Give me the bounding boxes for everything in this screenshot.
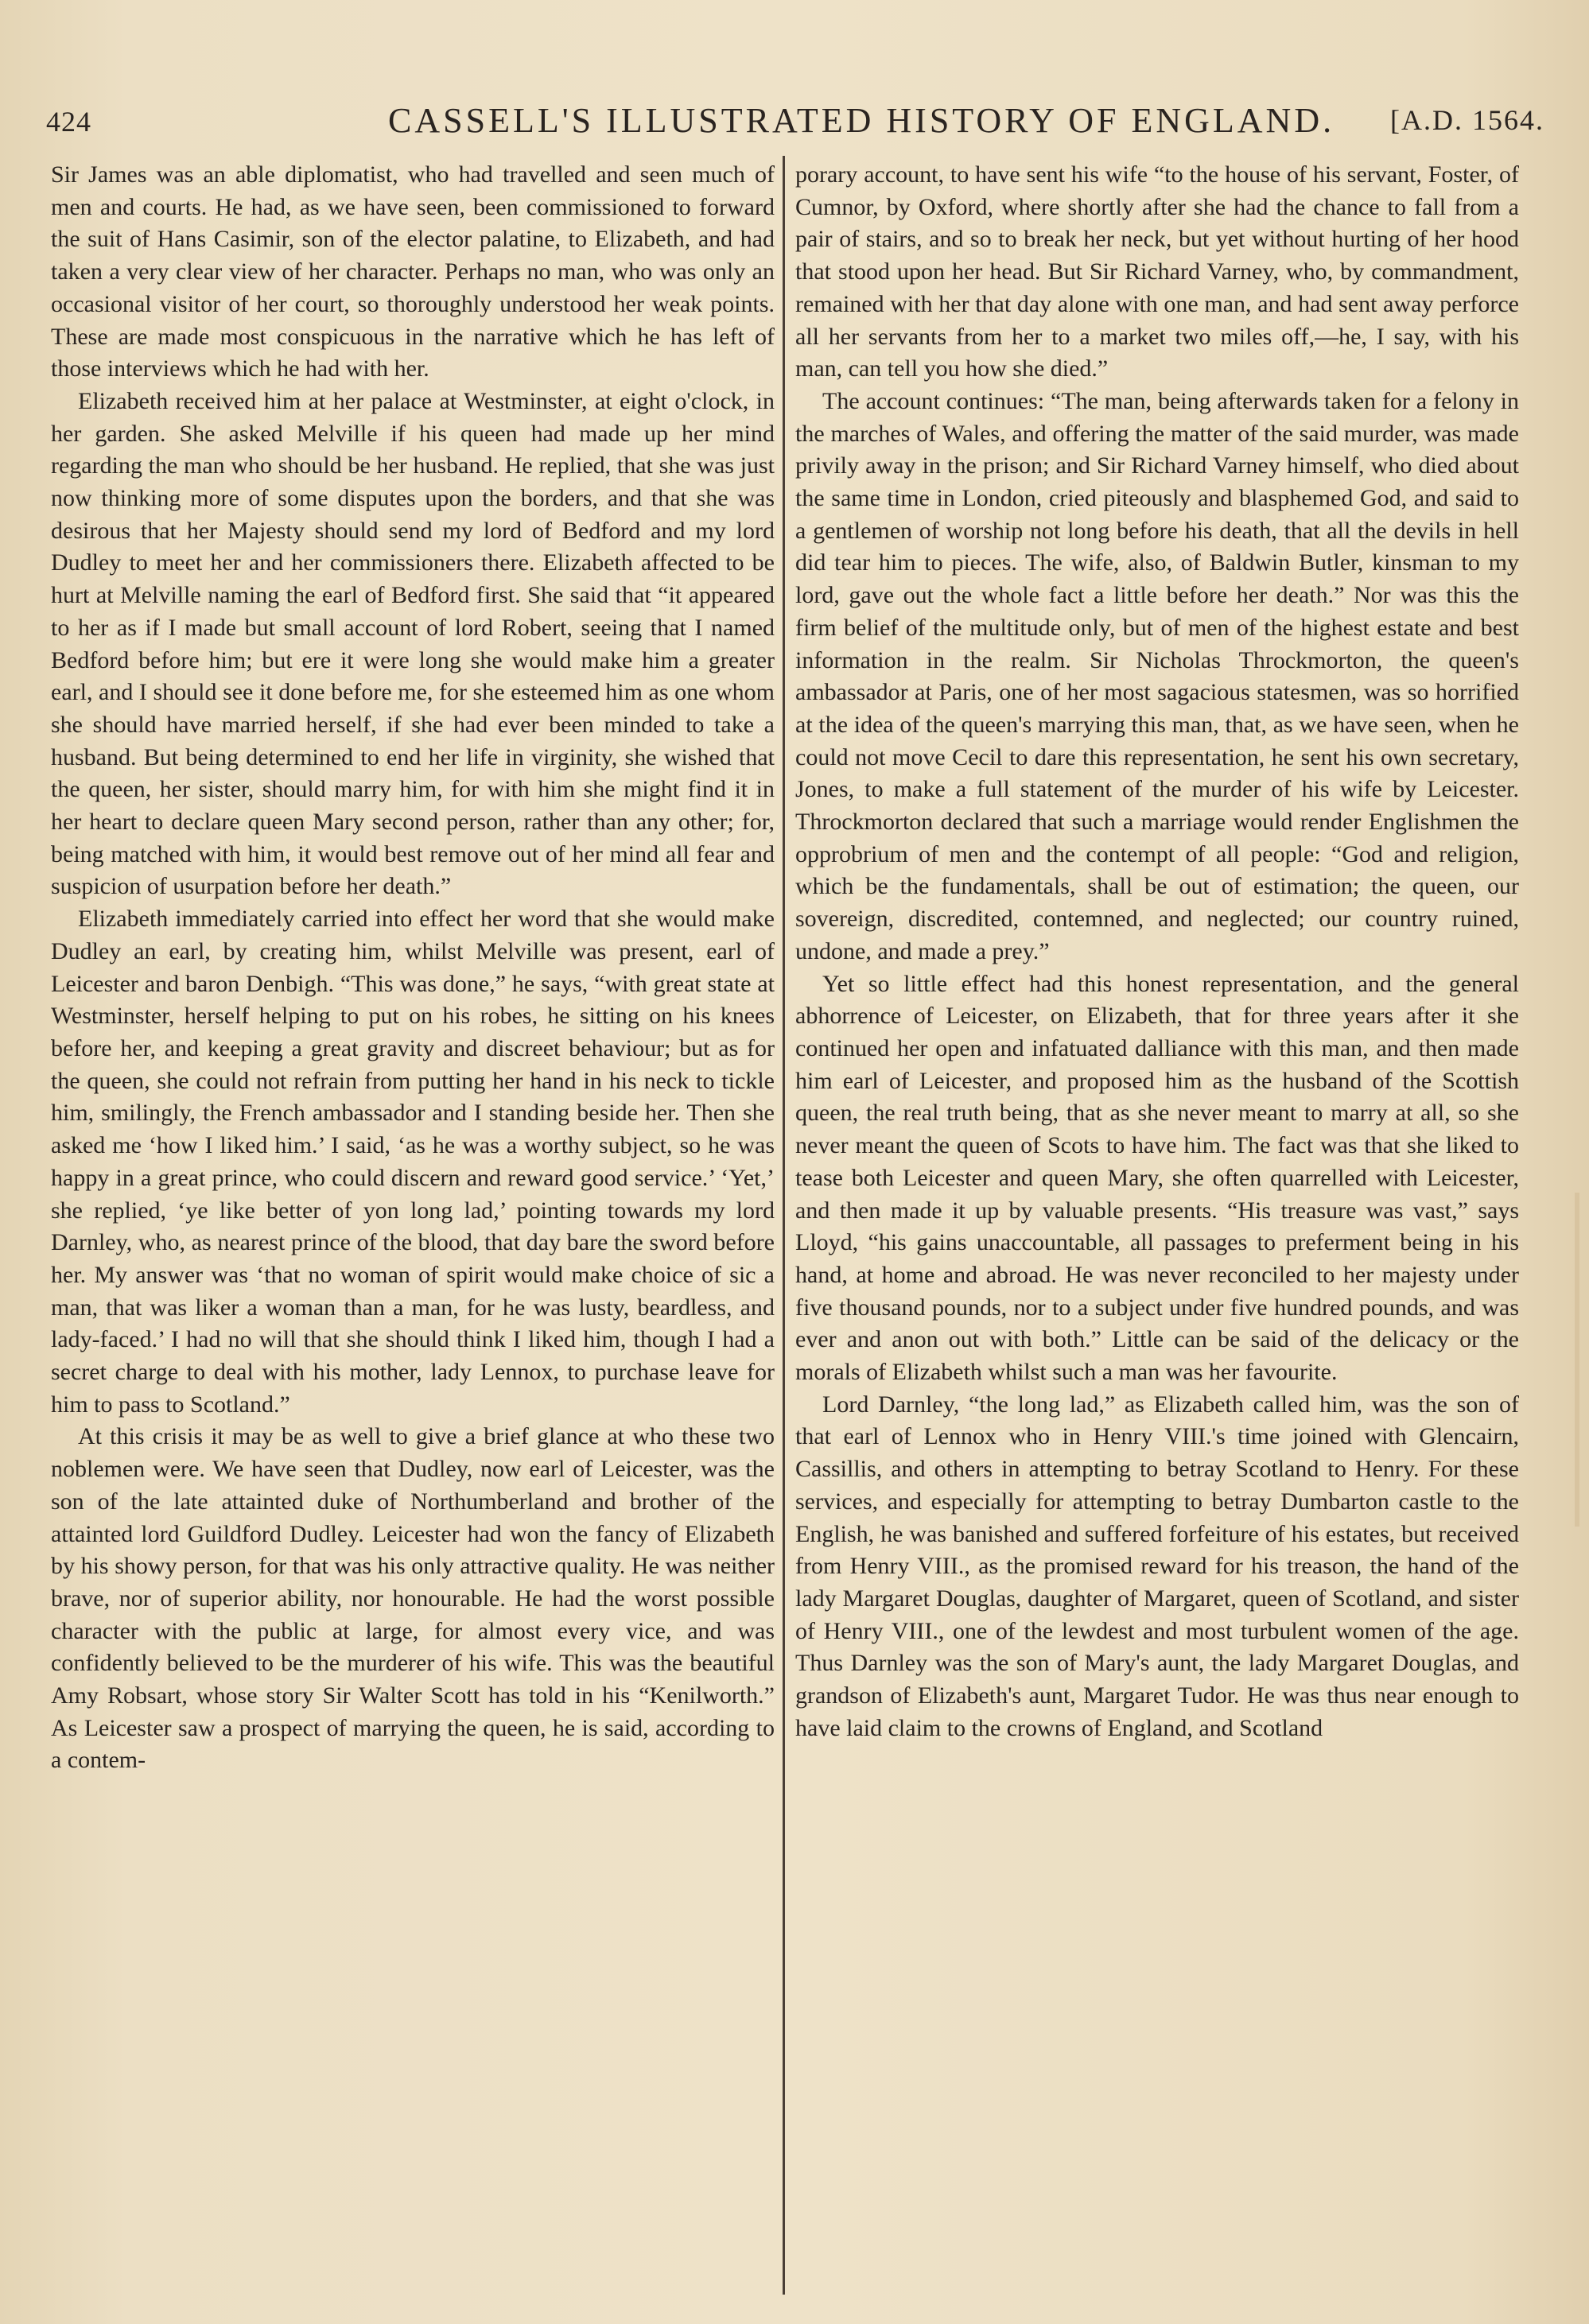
column-divider — [783, 156, 785, 2295]
date-marker: [A.D. 1564. — [1390, 104, 1544, 136]
paragraph: Lord Darnley, “the long lad,” as Elizabeth called him, was the son of that earl of Lennox who in Henry VIII.'s time joined with Glencairn, Cassillis, and others in attempting to betray Scotland to Henry. For these services, and especially for attempting to betray Dumbarton castle to the English, he was banished and suffered forfeiture of his estates, but received from Henry VIII., as the promised reward for his treason, the hand of the lady Margaret Douglas, daughter of Margaret, queen of Scotland, and sister of Henry VIII., one of the lewdest and most turbulent women of the age. Thus Darnley was the son of Mary's aunt, the lady Margaret Douglas, and grandson of Elizabeth's aunt, Margaret Tudor. He was thus near enough to have laid claim to the crowns of England, and Scotland — [795, 1391, 1519, 1741]
left-column — [51, 159, 775, 1777]
page-number: 424 — [46, 106, 91, 138]
right-column — [795, 159, 1519, 1744]
paragraph: Elizabeth immediately carried into effect her word that she would make Dudley an earl, by creating him, whilst Melville was present, earl of Leicester and baron Denbigh. “This was done,” he says, “with great state at Westminster, herself helping to put on his robes, he sitting on his knees before her, and keeping a great gravity and discreet behaviour; but as for the queen, she could not refrain from putting her hand in his neck to tickle him, smilingly, the French ambassador and I standing beside her. Then she asked me ‘how I liked him.’ I said, ‘as he was a worthy subject, so he was happy in a great prince, who could discern and reward good service.’ ‘Yet,’ she replied, ‘ye like better of yon long lad,’ pointing towards my lord Darnley, who, as nearest prince of the blood, that day bare the sword before her. My answer was ‘that no woman of spirit would make choice of sic a man, that was liker a woman than a man, for he was lusty, beardless, and lady-faced.’ I had no will that she should think I liked him, though I had a secret charge to deal with his mother, lady Lennox, to purchase leave for him to pass to Scotland.” — [51, 906, 775, 1418]
page-header — [46, 94, 1544, 142]
paragraph: The account continues: “The man, being afterwards taken for a felony in the marches of Wales, and offering the matter of the said murder, was made privily away in the prison; and Sir Richard Varney himself, who died about the same time in London, cried piteously and blasphemed God, and said to a gentlemen of worship not long before his death, that all the devils in hell did tear him to pieces. The wife, also, of Baldwin Butler, kinsman to my lord, gave out the whole fact a little before her death.” Nor was this the firm belief of the multitude only, but of men of the highest estate and best information in the realm. Sir Nicholas Throckmorton, the queen's ambassador at Paris, one of her most sagacious statesmen, was so horrified at the idea of the queen's marrying this man, that, as we have seen, when he could not move Cecil to dare this representation, he sent his own secretary, Jones, to make a full statement of the murder of his wife by Leicester. Throckmorton declared that such a marriage would render Englishmen the opprobrium of men and the contempt of all people: “God and religion, which be the fundamentals, shall be out of estimation; the queen, our sovereign, discredited, contemned, and neglected; our country ruined, undone, and made a prey.” — [795, 387, 1519, 964]
paragraph: Elizabeth received him at her palace at Westminster, at eight o'clock, in her garden. She asked Melville if his queen had made up her mind regarding the man who should be her husband. He replied, that she was just now thinking more of some disputes upon the borders, and that she was desirous that her Majesty should send my lord of Bedford and my lord Dudley to meet her and her commissioners there. Elizabeth affected to be hurt at Melville naming the earl of Bedford first. She said that “it appeared to her as if I made but small account of lord Robert, seeing that I named Bedford before him; but ere it were long she would make him a greater earl, and I should see it done before me, for she esteemed him as one whom she should have married herself, if she had ever been minded to take a husband. But being determined to end her life in virginity, she wished that the queen, her sister, should marry him, for with him she might find it in her heart to declare queen Mary second person, rather than any other; for, being matched with him, it would best remove out of her mind all fear and suspicion of usurpation before her death.” — [51, 387, 775, 900]
paragraph: porary account, to have sent his wife “to the house of his servant, Foster, of Cumnor, by Oxford, where shortly after she had the chance to fall from a pair of stairs, and so to break her neck, but yet without hurting of her hood that stood upon her head. But Sir Richard Varney, who, by commandment, remained with her that day alone with one man, and had sent away perforce all her servants from her to a market two miles off,—he, I say, with his man, can tell you how she died.” — [795, 161, 1519, 382]
page-edge-shadow — [1575, 1193, 1579, 1527]
paragraph: Yet so little effect had this honest representation, and the general abhorrence of Leicester, on Elizabeth, that for three years after it she continued her open and infatuated dalliance with this man, and then made him earl of Leicester, and proposed him as the husband of the Scottish queen, the real truth being, that as she never meant to marry at all, so she never meant the queen of Scots to have him. The fact was that she liked to tease both Leicester and queen Mary, she often quarrelled with Leicester, and then made it up by valuable presents. “His treasure was vast,” says Lloyd, “his gains unaccountable, all passages to preferment being in his hand, at home and abroad. He was never reconciled to her majesty under five thousand pounds, nor to a subject under five hundred pounds, and was ever and anon out with both.” Little can be said of the delicacy or the morals of Elizabeth whilst such a man was her favourite. — [795, 970, 1519, 1386]
running-title: CASSELL'S ILLUSTRATED HISTORY OF ENGLAND. — [388, 101, 1335, 140]
paragraph: At this crisis it may be as well to give a brief glance at who these two noblemen were. We have seen that Dudley, now earl of Leicester, was the son of the late attainted duke of Northumberland and brother of the attainted lord Guildford Dudley. Leicester had won the fancy of Elizabeth by his showy person, for that was his only attractive quality. He was neither brave, nor of superior ability, nor honourable. He had the worst possible character with the public at large, for almost every vice, and was confidently believed to be the murderer of his wife. This was the beautiful Amy Robsart, whose story Sir Walter Scott has told in his “Kenilworth.” As Leicester saw a prospect of marrying the queen, he is said, according to a contem- — [51, 1423, 775, 1774]
paragraph: Sir James was an able diplomatist, who had travelled and seen much of men and courts. He had, as we have seen, been commissioned to forward the suit of Hans Casimir, son of the elector palatine, to Elizabeth, and had taken a very clear view of her character. Perhaps no man, who was only an occasional visitor of her court, so thoroughly understood her weak points. These are made most conspicuous in the narrative which he has left of those interviews which he had with her. — [51, 161, 775, 382]
